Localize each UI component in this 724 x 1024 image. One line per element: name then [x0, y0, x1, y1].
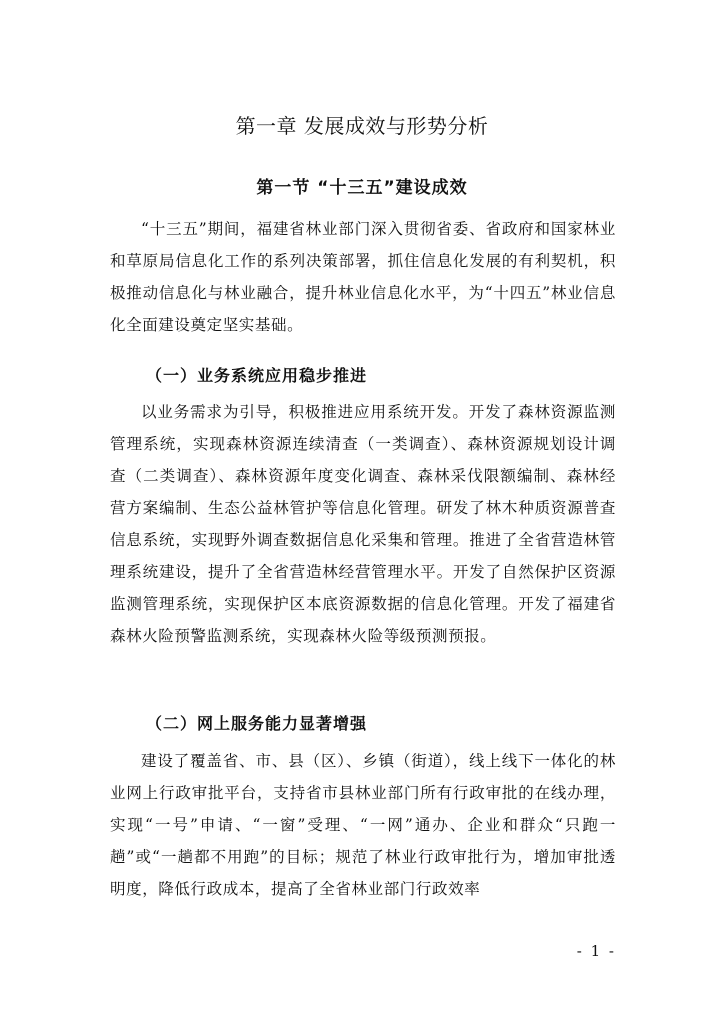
online-services-paragraph: 建设了覆盖省、市、县（区）、乡镇（街道），线上线下一体化的林业网上行政审批平台，支持省市县林业部门所有行政审批的在线办理，实现“一号”申请、“一窗”受理、“一网”通办、企业和群众“只跑一趟”或“一趟都不用跑”的目标；规范了林业行政审批行为，增加审批透明度，降低行政成本，提高了全省林业部门行政效率	[110, 752, 616, 898]
section-title: 第一节 “十三五”建设成效	[256, 178, 468, 198]
subhead-online-services: （二）网上服务能力显著增强	[146, 714, 368, 733]
business-systems-paragraph: 以业务需求为引导，积极推进应用系统开发。开发了森林资源监测管理系统，实现森林资源连续清查（一类调查）、森林资源规划设计调查（二类调查）、森林资源年度变化调查、森林采伐限额编制、森林经营方案编制、生态公益林管护等信息化管理。研发了林木种质资源普查信息系统，实现野外调查数据信息化采集和管理。推进了全省营造林管理系统建设，提升了全省营造林经营管理水平。开发了自然保护区资源监测管理系统，实现保护区本底资源数据的信息化管理。开发了福建省森林火险预警监测系统，实现森林火险等级预测预报。	[110, 403, 616, 645]
chapter-title: 第一章 发展成效与形势分析	[235, 114, 489, 138]
page-number: - 1 -	[576, 942, 616, 960]
intro-paragraph: “十三五”期间，福建省林业部门深入贯彻省委、省政府和国家林业和草原局信息化工作的系列决策部署，抓住信息化发展的有利契机，积极推动信息化与林业融合，提升林业信息化水平，为“十四五”林业信息化全面建设奠定坚实基础。	[110, 220, 616, 334]
subhead-business-systems: （一）业务系统应用稳步推进	[146, 366, 368, 385]
